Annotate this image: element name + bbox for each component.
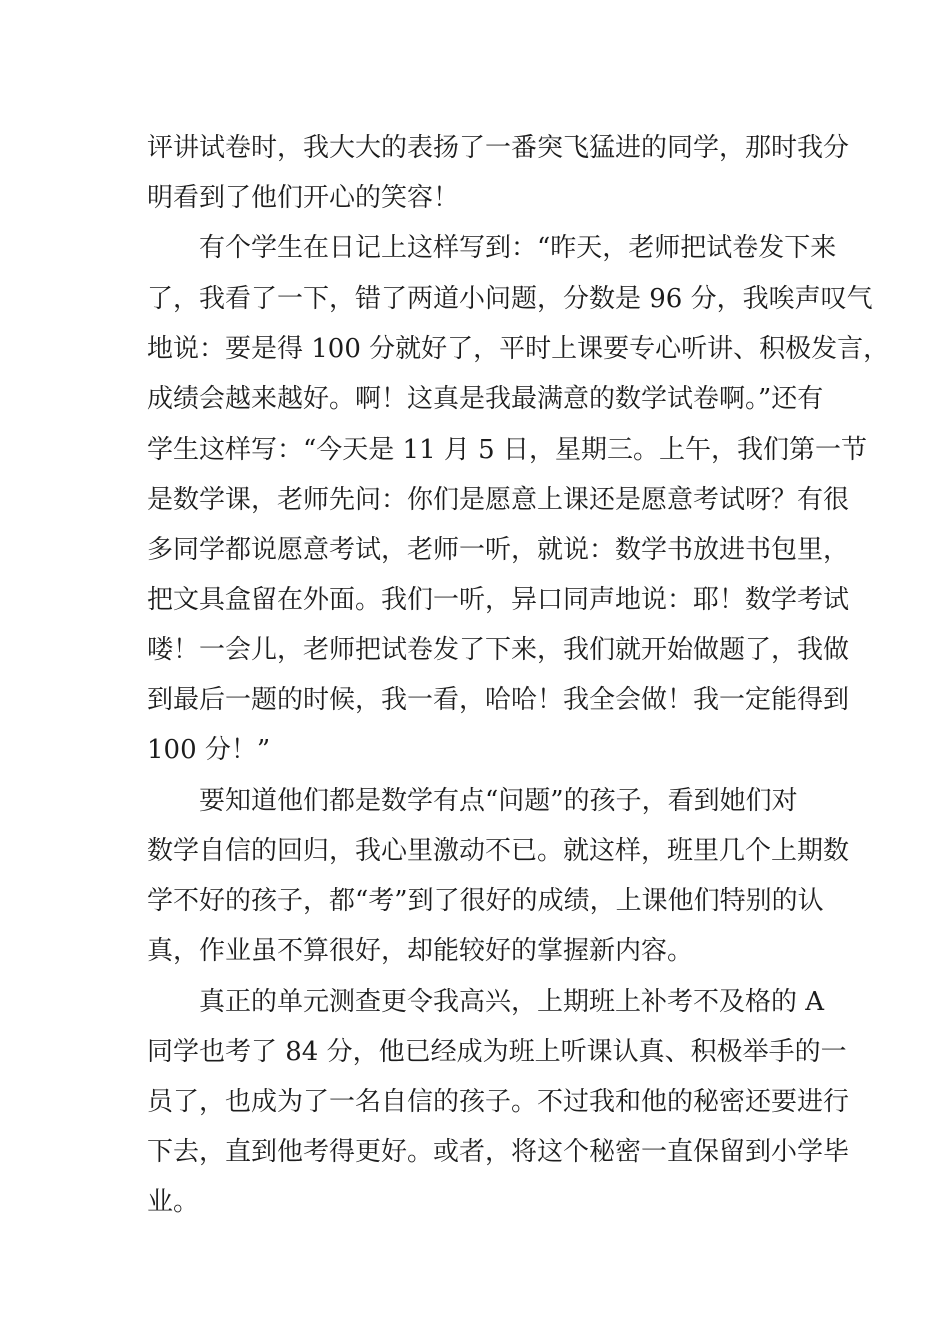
text-line: 同学也考了 84 分，他已经成为班上听课认真、积极举手的一 (147, 1037, 847, 1067)
text-line: 真，作业虽不算很好，却能较好的掌握新内容。 (147, 936, 694, 966)
text-line: 下去，直到他考得更好。或者，将这个秘密一直保留到小学毕 (147, 1137, 850, 1167)
text-line: 学生这样写：“今天是 11 月 5 日，星期三。上午，我们第一节 (147, 435, 867, 465)
text-line: 业。 (147, 1187, 200, 1217)
text-line: 100 分！” (147, 735, 271, 765)
text-line: 把文具盒留在外面。我们一听，异口同声地说：耶！数学考试 (147, 585, 850, 615)
paragraph-first-line: 有个学生在日记上这样写到：“昨天，老师把试卷发下来 (199, 233, 837, 263)
text-line: 学不好的孩子，都“考”到了很好的成绩，上课他们特别的认 (147, 886, 824, 916)
paragraph-first-line: 真正的单元测查更令我高兴，上期班上补考不及格的 A (199, 987, 825, 1017)
text-line: 到最后一题的时候，我一看，哈哈！我全会做！我一定能得到 (147, 685, 850, 715)
text-line: 明看到了他们开心的笑容！ (147, 183, 460, 213)
paragraph-first-line: 要知道他们都是数学有点“问题”的孩子，看到她们对 (199, 786, 798, 816)
text-line: 喽！一会儿，老师把试卷发了下来，我们就开始做题了，我做 (147, 635, 850, 665)
text-line: 员了，也成为了一名自信的孩子。不过我和他的秘密还要进行 (147, 1087, 850, 1117)
text-line: 了，我看了一下，错了两道小问题，分数是 96 分，我唉声叹气 (147, 284, 873, 314)
text-line: 多同学都说愿意考试，老师一听，就说：数学书放进书包里， (147, 535, 850, 565)
text-line: 数学自信的回归，我心里激动不已。就这样，班里几个上期数 (147, 836, 850, 866)
text-line: 评讲试卷时，我大大的表扬了一番突飞猛进的同学，那时我分 (147, 133, 850, 163)
text-line: 成绩会越来越好。啊！这真是我最满意的数学试卷啊。”还有 (147, 384, 824, 414)
text-line: 是数学课，老师先问：你们是愿意上课还是愿意考试呀？有很 (147, 485, 850, 515)
text-line: 地说：要是得 100 分就好了，平时上课要专心听讲、积极发言， (147, 334, 890, 364)
